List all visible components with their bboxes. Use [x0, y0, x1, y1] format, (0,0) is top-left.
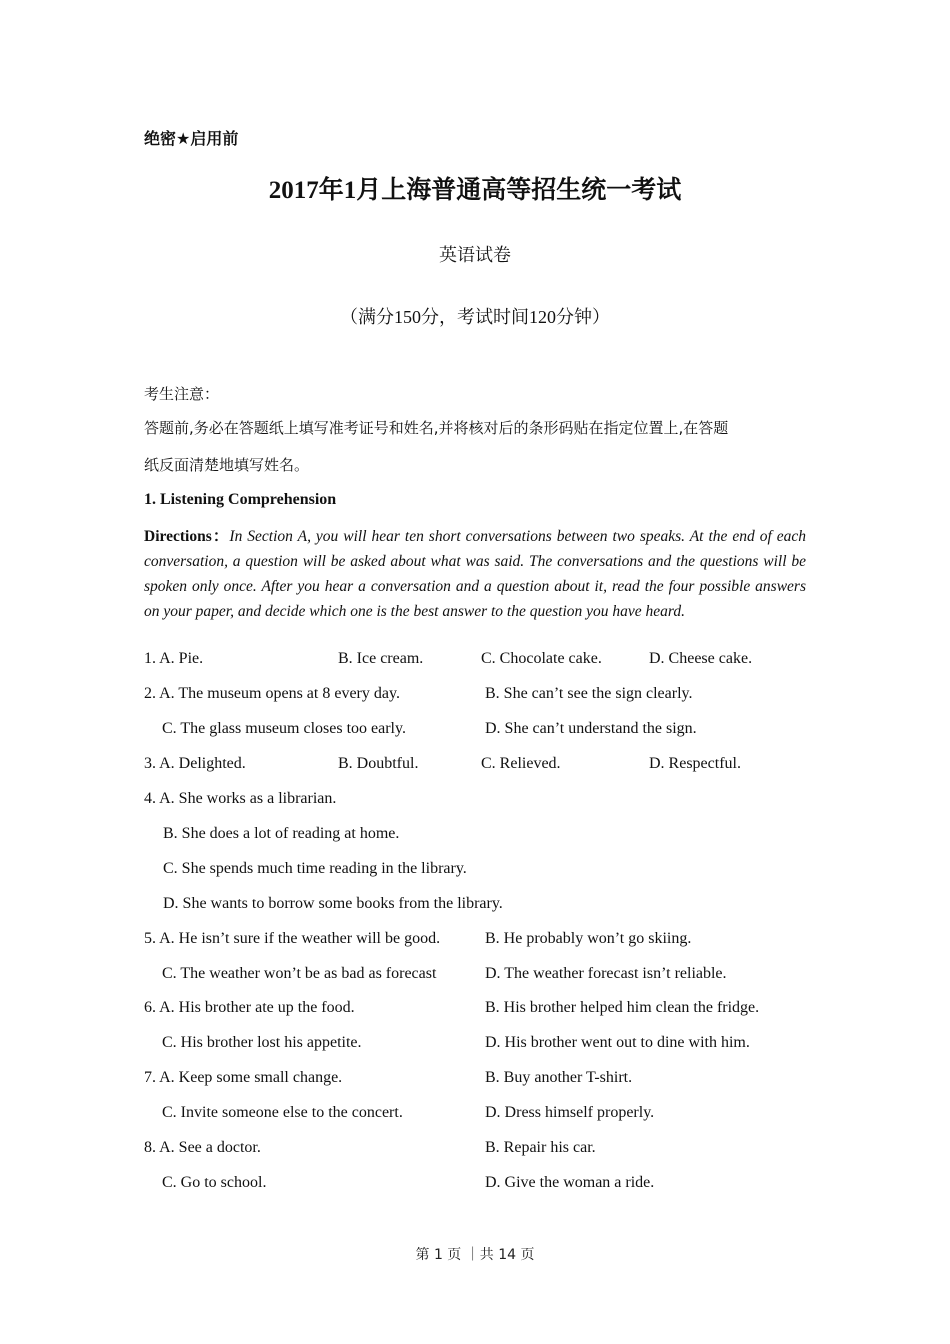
q5-option-a: 5. A. He isn’t sure if the weather will be good. [144, 930, 441, 947]
q6-option-c: C. His brother lost his appetite. [162, 1034, 362, 1051]
exam-title: 2017年1月上海普通高等招生统一考试 [268, 177, 682, 204]
score-time-info: （满分150分，考试时间120分钟） [340, 307, 610, 327]
q4-option-b: B. She does a lot of reading at home. [163, 825, 400, 842]
q7-option-b: B. Buy another T-shirt. [485, 1069, 633, 1086]
notice-line-1: 答题前,务必在答题纸上填写准考证号和姓名,并将核对后的条形码贴在指定位置上,在答题 [144, 419, 729, 437]
q3-option-c: C. Relieved. [481, 755, 561, 772]
section-heading: 1. Listening Comprehension [144, 491, 337, 508]
q3-option-a: 3. A. Delighted. [144, 755, 246, 772]
q4-option-a: 4. A. She works as a librarian. [144, 790, 337, 807]
q8-option-b: B. Repair his car. [485, 1139, 596, 1156]
q6-option-a: 6. A. His brother ate up the food. [144, 999, 355, 1016]
q4-option-d: D. She wants to borrow some books from the library. [163, 895, 503, 912]
secret-mark: 绝密★启用前 [144, 129, 239, 148]
q7-option-a: 7. A. Keep some small change. [144, 1069, 343, 1086]
q5-option-d: D. The weather forecast isn’t reliable. [485, 965, 727, 982]
q6-option-d: D. His brother went out to dine with him. [485, 1034, 750, 1051]
directions-label: Directions： [144, 528, 230, 545]
q1-option-a: 1. A. Pie. [144, 650, 204, 667]
q7-option-c: C. Invite someone else to the concert. [162, 1104, 403, 1121]
directions-text: In Section A, you will hear ten short conversations between two speaks. At the end of each conversation, a question will be asked about what was said. The conversations and the questions will be spoken only once. After you hear a conversation and a question about it, read the four possible answers on your paper, and decide which one is the best answer to the question you have heard. [144, 528, 806, 620]
notice-heading: 考生注意： [144, 385, 220, 403]
q2-option-d: D. She can’t understand the sign. [485, 720, 697, 737]
q7-option-d: D. Dress himself properly. [485, 1104, 655, 1121]
q6-option-b: B. His brother helped him clean the fridge. [485, 999, 760, 1016]
q4-option-c: C. She spends much time reading in the library. [163, 860, 467, 877]
q8-option-d: D. Give the woman a ride. [485, 1174, 655, 1191]
q2-option-c: C. The glass museum closes too early. [162, 720, 406, 737]
q1-option-c: C. Chocolate cake. [481, 650, 602, 667]
q3-option-b: B. Doubtful. [338, 755, 419, 772]
q1-option-d: D. Cheese cake. [649, 650, 753, 667]
directions-paragraph [144, 524, 806, 624]
q5-option-b: B. He probably won’t go skiing. [485, 930, 692, 947]
q2-option-b: B. She can’t see the sign clearly. [485, 685, 693, 702]
q2-option-a: 2. A. The museum opens at 8 every day. [144, 685, 400, 702]
notice-line-2: 纸反面清楚地填写姓名。 [144, 456, 310, 474]
page-indicator: 第 1 页 ｜共 14 页 [415, 1247, 535, 1263]
q3-option-d: D. Respectful. [649, 755, 741, 772]
q5-option-c: C. The weather won’t be as bad as forecast [162, 965, 437, 982]
exam-subtitle: 英语试卷 [439, 245, 511, 266]
q8-option-c: C. Go to school. [162, 1174, 267, 1191]
q8-option-a: 8. A. See a doctor. [144, 1139, 261, 1156]
q1-option-b: B. Ice cream. [338, 650, 424, 667]
